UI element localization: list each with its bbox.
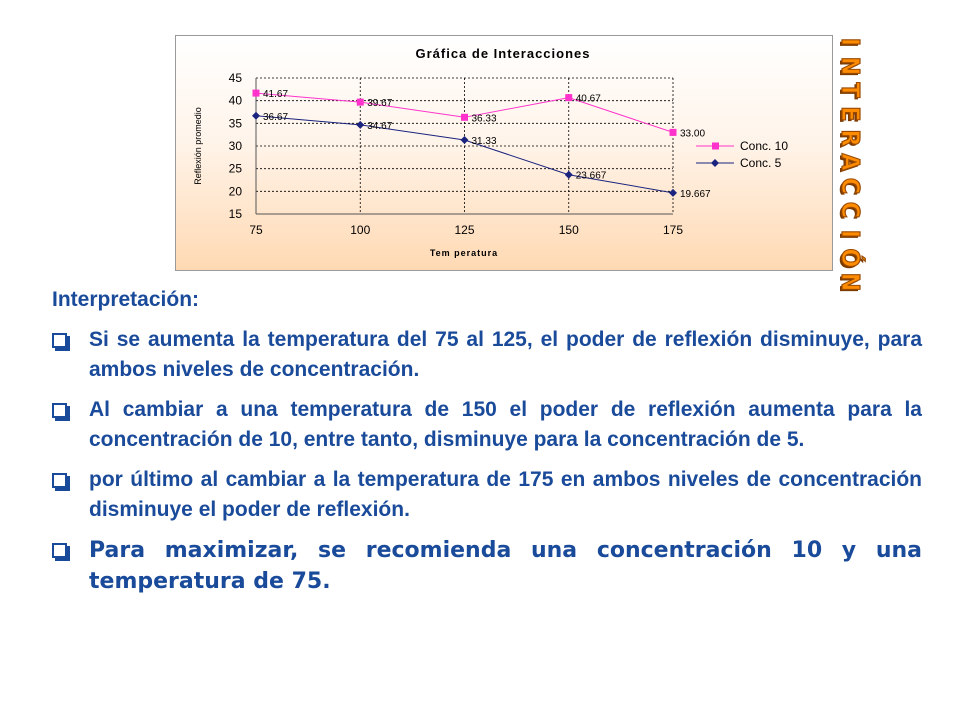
y-tick-label: 20 (228, 184, 242, 199)
x-tick-label: 75 (249, 223, 263, 237)
x-tick-label: 150 (558, 223, 579, 237)
decorative-letter: N (836, 56, 865, 76)
data-label: 36.33 (471, 113, 497, 125)
checkbox-bullet-icon (52, 403, 67, 418)
checkbox-bullet-icon (52, 543, 67, 558)
legend-label: Conc. 5 (740, 156, 782, 170)
interaccion-decorative-title (835, 30, 865, 294)
decorative-letter: I (836, 229, 865, 239)
x-tick-label: 125 (454, 223, 475, 237)
data-label: 39.67 (367, 98, 393, 110)
data-label: 23.667 (575, 170, 607, 182)
chart-title: Gráfica de Interacciones (415, 46, 591, 61)
decorative-letter: T (836, 82, 865, 98)
data-point-conc10 (357, 99, 364, 106)
data-label: 34.67 (367, 120, 393, 132)
bullet-text: Al cambiar a una temperatura de 150 el poder de reflexión aumenta para la concentración de 10, entre tanto, disminuye para la concentración de 5. (89, 398, 922, 451)
y-tick-label: 35 (228, 116, 242, 131)
decorative-letter: A (836, 153, 865, 171)
data-point-conc10 (461, 114, 468, 121)
decorative-letter: C (836, 201, 865, 219)
interpretation-bullet (52, 465, 922, 525)
y-tick-label: 45 (228, 71, 242, 85)
y-tick-label: 25 (228, 161, 242, 176)
checkbox-bullet-icon (52, 333, 67, 348)
chart (175, 35, 833, 271)
legend-marker (712, 143, 719, 150)
y-tick-label: 40 (228, 93, 242, 108)
x-tick-label: 175 (662, 223, 684, 237)
x-axis-label: Tem peratura (429, 248, 499, 258)
data-label: 40.67 (575, 93, 601, 105)
decorative-letter: R (836, 129, 865, 147)
interpretation-bullet (52, 535, 922, 597)
decorative-letter: Ó (836, 248, 865, 268)
interaction-chart-svg (176, 36, 832, 270)
interpretation-heading: Interpretación: (52, 288, 200, 311)
y-axis-label: Reflexión promedio (193, 107, 203, 185)
decorative-letter: C (836, 177, 865, 195)
decorative-letter: E (836, 106, 865, 122)
legend-label: Conc. 10 (740, 139, 789, 153)
data-label: 33.00 (680, 128, 706, 140)
interpretation-bullet (52, 395, 922, 455)
bullet-text: Para maximizar, se recomienda una concentración 10 y una temperatura de 75. (89, 538, 922, 594)
data-label: 19.667 (680, 188, 711, 200)
interpretation-section (52, 288, 922, 607)
bullet-text: Si se aumenta la temperatura del 75 al 125, el poder de reflexión disminuye, para ambos niveles de concentración. (89, 328, 922, 381)
data-label: 36.67 (263, 111, 289, 123)
decorative-letter: I (836, 37, 865, 47)
data-point-conc10 (670, 129, 677, 136)
data-label: 31.33 (471, 135, 497, 147)
data-label: 41.67 (263, 89, 289, 101)
y-tick-label: 30 (228, 139, 242, 153)
interpretation-bullet (52, 325, 922, 385)
checkbox-bullet-icon (52, 473, 67, 488)
decorative-letter: N (836, 272, 865, 292)
y-tick-label: 15 (228, 207, 242, 221)
bullet-text: por último al cambiar a la temperatura de 175 en ambos niveles de concentración disminuye el poder de reflexión. (89, 468, 922, 521)
x-tick-label: 100 (350, 223, 371, 237)
data-point-conc10 (253, 90, 260, 97)
data-point-conc10 (565, 94, 572, 101)
